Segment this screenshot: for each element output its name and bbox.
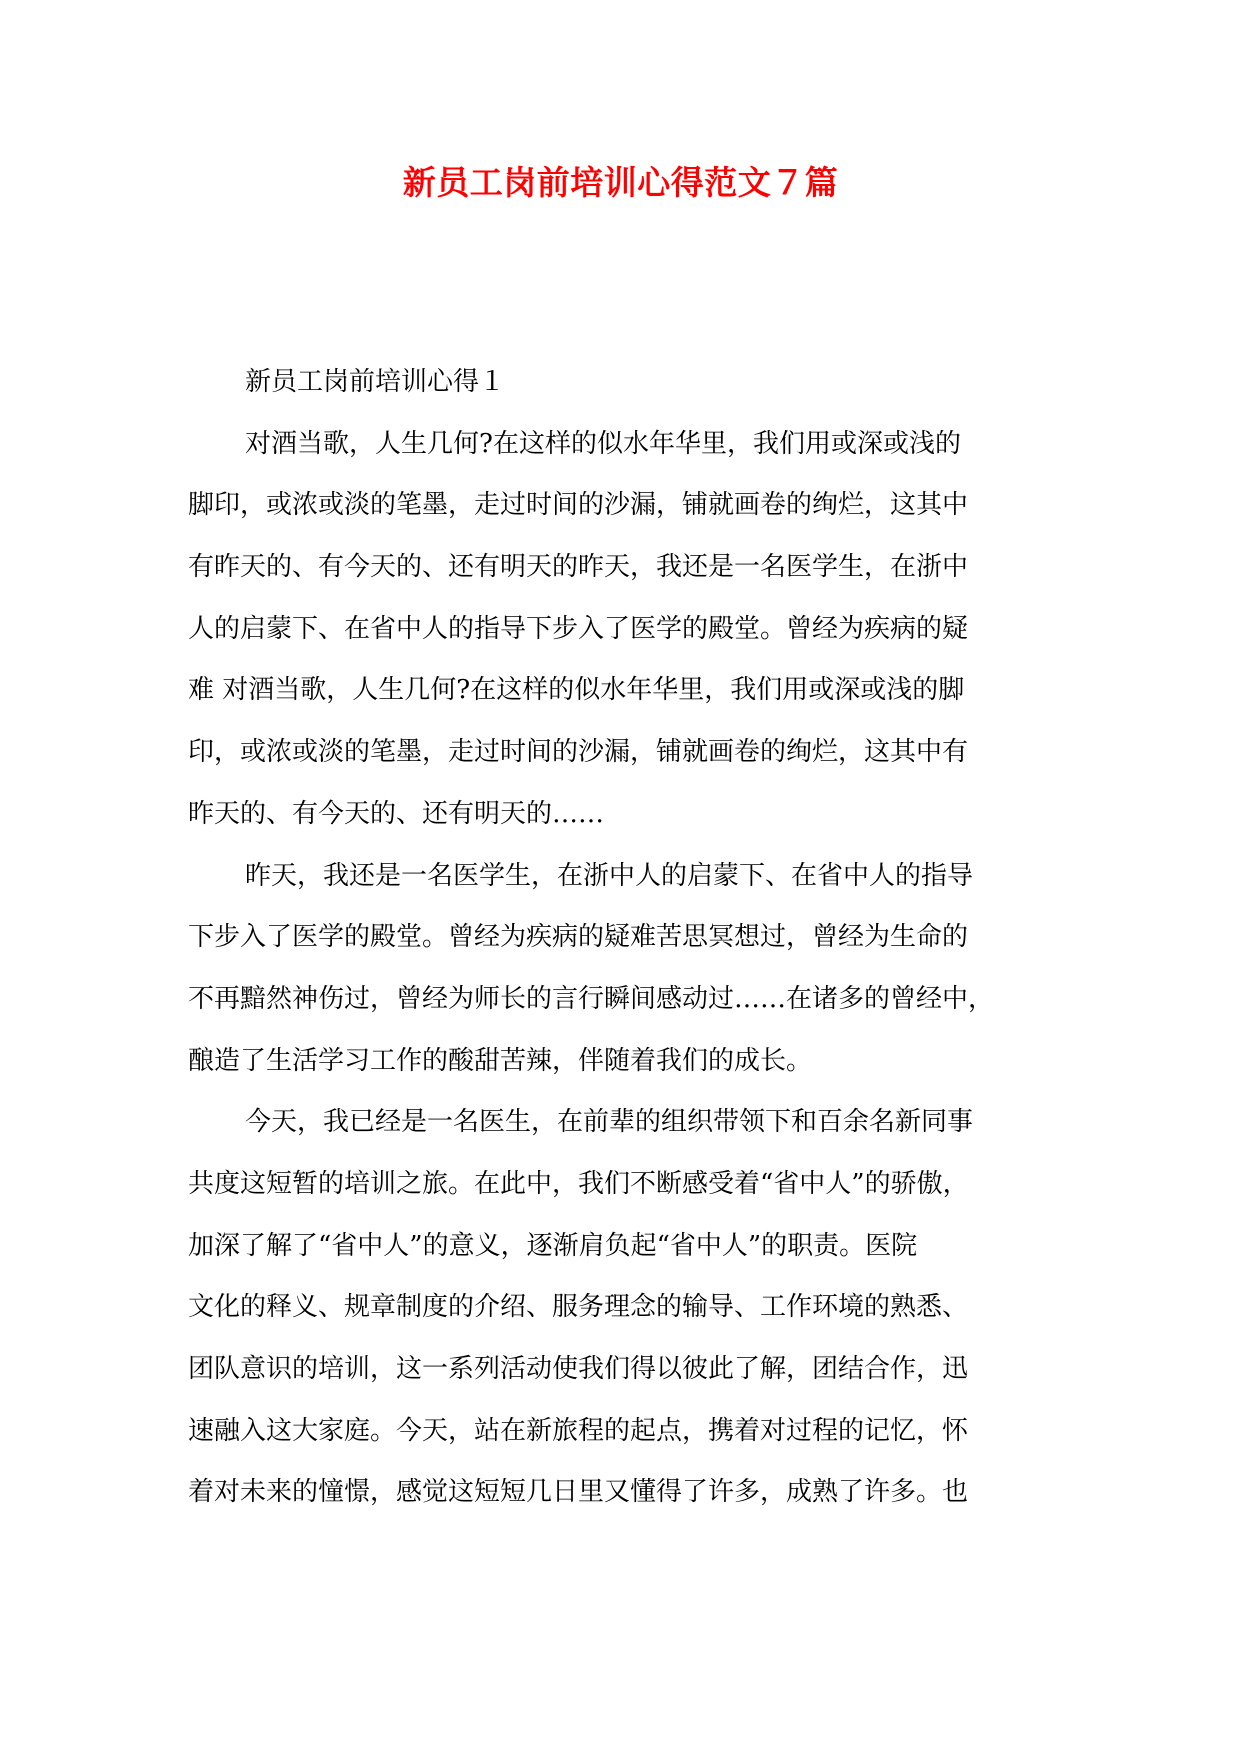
- text-line: 文化的释义、规章制度的介绍、服务理念的输导、工作环境的熟悉、: [188, 1292, 969, 1323]
- text-line: 今天，我已经是一名医生，在前辈的组织带领下和百余名新同事: [245, 1107, 974, 1138]
- document-body: [188, 352, 1068, 1524]
- text-line: 新员工岗前培训心得１: [245, 367, 506, 397]
- text-line: 有昨天的、有今天的、还有明天的昨天，我还是一名医学生，在浙中: [188, 552, 969, 583]
- text-line: 人的启蒙下、在省中人的指导下步入了医学的殿堂。曾经为疾病的疑: [188, 613, 969, 644]
- document-title: 新员工岗前培训心得范文７篇: [402, 163, 839, 202]
- text-line: 昨天，我还是一名医学生，在浙中人的启蒙下、在省中人的指导: [245, 860, 974, 891]
- text-line: 酿造了生活学习工作的酸甜苦辣，伴随着我们的成长。: [188, 1045, 813, 1076]
- text-line: 印，或浓或淡的笔墨，走过时间的沙漏，铺就画卷的绚烂，这其中有: [188, 737, 969, 768]
- text-line: 团队意识的培训，这一系列活动使我们得以彼此了解，团结合作，迅: [188, 1354, 969, 1384]
- text-line: 对酒当歌，人生几何?在这样的似水年华里，我们用或深或浅的: [245, 428, 961, 459]
- text-line: 不再黯然神伤过，曾经为师长的言行瞬间感动过……在诸多的曾经中，: [188, 983, 995, 1014]
- text-line: 昨天的、有今天的、还有明天的……: [188, 798, 605, 829]
- text-line: 脚印，或浓或淡的笔墨，走过时间的沙漏，铺就画卷的绚烂，这其中: [188, 490, 969, 521]
- text-line: 难 对酒当歌，人生几何?在这样的似水年华里，我们用或深或浅的脚: [188, 675, 965, 706]
- text-line: 共度这短暂的培训之旅。在此中，我们不断感受着“省中人”的骄傲，: [188, 1168, 969, 1199]
- text-line: 加深了解了“省中人”的意义，逐渐肩负起“省中人”的职责。医院: [188, 1230, 918, 1261]
- text-line: 速融入这大家庭。今天，站在新旅程的起点，携着对过程的记忆，怀: [188, 1415, 969, 1446]
- text-line: 着对未来的憧憬，感觉这短短几日里又懂得了许多，成熟了许多。也: [188, 1477, 969, 1508]
- text-line: 下步入了医学的殿堂。曾经为疾病的疑难苦思冥想过，曾经为生命的: [188, 922, 969, 953]
